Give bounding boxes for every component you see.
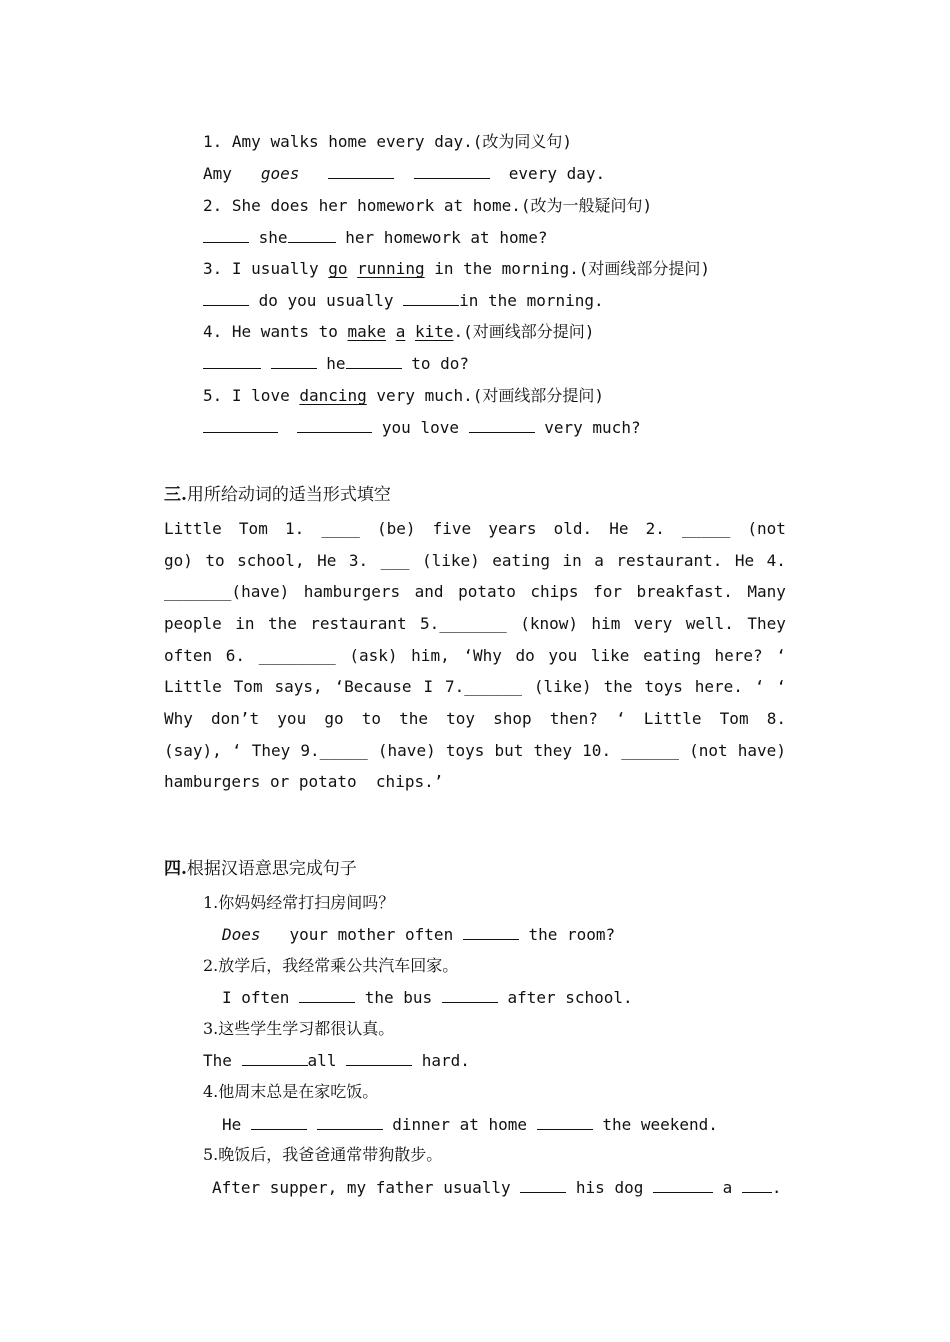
section3-word: 4.: [766, 551, 786, 570]
section3-word: like: [590, 646, 630, 665]
section3-word: in: [235, 614, 255, 633]
q4-4-english: He dinner at home the weekend.: [222, 1115, 718, 1134]
q4-1-english: Does your mother often the room?: [222, 925, 616, 944]
section3-word: go): [164, 551, 193, 570]
section3-heading: 三.用所给动词的适当形式填空: [164, 485, 391, 505]
section3-word: the: [399, 709, 428, 728]
section3-word: here?: [714, 646, 763, 665]
section3-word: 7.______: [444, 677, 523, 696]
section3-word: you: [548, 646, 578, 665]
section3-word: a: [594, 551, 604, 570]
section3-word: Little: [164, 677, 222, 696]
section3-word: you: [277, 709, 307, 728]
section3-word: Tom: [233, 677, 263, 696]
q4-4-chinese: 4.他周末总是在家吃饭。: [203, 1082, 379, 1101]
section3-word: him: [591, 614, 621, 633]
section3-word: They: [747, 614, 786, 633]
section3-word: eating: [492, 551, 551, 570]
section3-word: him,: [411, 646, 450, 665]
section3-line: [164, 519, 786, 539]
section3-line: [164, 582, 786, 602]
section3-word: Why: [164, 709, 193, 728]
q4-3-english: The all hard.: [203, 1051, 470, 1070]
section3-line: [164, 741, 786, 761]
section3-word: (not: [689, 741, 728, 760]
section3-word: ‘: [231, 741, 242, 760]
section3-word: Little: [164, 519, 222, 538]
section3-word: He: [609, 519, 629, 538]
section3-word: toys: [644, 677, 683, 696]
q4-3-chinese: 3.这些学生学习都很认真。: [203, 1019, 395, 1038]
section3-word: to: [361, 709, 381, 728]
section3-word: they: [533, 741, 573, 760]
section3-word: old.: [553, 519, 593, 538]
section3-word: often: [164, 646, 213, 665]
q2-1-answer: Amy goes every day.: [203, 164, 606, 183]
section3-word: very: [633, 614, 673, 633]
section3-word: They: [251, 741, 291, 760]
section3-word: years: [488, 519, 537, 538]
section4-heading: 四.根据汉语意思完成句子: [164, 859, 357, 879]
section3-word: ____: [321, 519, 360, 538]
section3-word: says,: [274, 677, 323, 696]
section3-word: 8.: [766, 709, 786, 728]
section3-word: (like): [533, 677, 592, 696]
q2-5-prompt: 5. I love dancing very much.(对画线部分提问): [203, 386, 605, 405]
section3-word: ‘Because: [334, 677, 412, 696]
section3-word: but: [494, 741, 524, 760]
section3-word: _____: [682, 519, 731, 538]
q4-2-chinese: 2.放学后，我经常乘公共汽车回家。: [203, 956, 459, 975]
section3-line: [164, 677, 786, 697]
section3-word: here.: [694, 677, 743, 696]
section3-word: ‘: [616, 709, 626, 728]
section3-word: potato: [458, 582, 516, 601]
section3-word: He: [734, 551, 755, 570]
q2-3-prompt: 3. I usually go running in the morning.(对画线部分提问): [203, 259, 710, 278]
section3-word: don’t: [211, 709, 260, 728]
section3-word: (know): [520, 614, 578, 633]
section3-line: [164, 646, 786, 666]
section3-word: breakfast.: [636, 582, 733, 601]
q2-2-prompt: 2. She does her homework at home.(改为一般疑问句): [203, 196, 653, 215]
q2-4-prompt: 4. He wants to make a kite.(对画线部分提问): [203, 322, 595, 341]
section3-word: have): [737, 741, 786, 760]
section3-word: restaurant.: [616, 551, 723, 570]
section3-line: [164, 551, 786, 571]
section3-word: then?: [549, 709, 598, 728]
section3-word: (have): [377, 741, 436, 760]
section3-word: the: [267, 614, 297, 633]
section3-word: ‘Why: [463, 646, 502, 665]
q2-1-prompt: 1. Amy walks home every day.(改为同义句): [203, 132, 572, 151]
section3-word: the: [603, 677, 633, 696]
section3-word: He: [317, 551, 337, 570]
section3-word: ___: [380, 551, 410, 570]
section3-word: to: [205, 551, 225, 570]
q4-5-english: After supper, my father usually his dog a .: [212, 1178, 782, 1197]
section3-word: ‘: [776, 677, 786, 696]
section3-word: well.: [685, 614, 734, 633]
section3-word: _______(have): [164, 582, 290, 601]
section3-word: Tom: [719, 709, 749, 728]
section3-word: chips: [530, 582, 579, 601]
section3-word: Tom: [238, 519, 268, 538]
q2-5-answer: you love very much?: [203, 418, 641, 438]
section3-word: 10.: [582, 741, 612, 760]
section3-word: eating: [643, 646, 701, 665]
section3-word: 2.: [645, 519, 665, 538]
section3-word: five: [432, 519, 472, 538]
q4-1-chinese: 1.你妈妈经常打扫房间吗？: [203, 893, 395, 912]
section3-word: (say),: [164, 741, 222, 760]
section3-line: [164, 709, 786, 729]
section3-word: ________: [258, 646, 336, 665]
section3-word: I: [423, 677, 434, 696]
section3-word: go: [324, 709, 344, 728]
section3-word: in: [562, 551, 582, 570]
section3-word: for: [593, 582, 622, 601]
section3-word: Many: [747, 582, 786, 601]
q2-2-answer: she her homework at home?: [203, 228, 547, 248]
section3-word: ______: [621, 741, 679, 760]
q4-2-english: I often the bus after school.: [222, 988, 633, 1007]
q2-3-answer: do you usually in the morning.: [203, 291, 604, 311]
section3-word: people: [164, 614, 222, 633]
section3-word: toy: [446, 709, 475, 728]
section3-word: 6.: [225, 646, 246, 665]
q2-4-answer: he to do?: [203, 354, 469, 374]
section3-word: 3.: [348, 551, 369, 570]
section3-word: 5._______: [420, 614, 507, 633]
section3-last-line: hamburgers or potato chips.’: [164, 772, 444, 791]
section3-word: Little: [643, 709, 702, 728]
section3-word: (ask): [349, 646, 398, 665]
section3-word: 1.: [284, 519, 305, 538]
section3-word: toys: [445, 741, 485, 760]
section3-word: shop: [493, 709, 532, 728]
section3-word: (not: [747, 519, 786, 538]
section3-line: [164, 614, 786, 634]
section3-word: restaurant: [310, 614, 407, 633]
section3-word: and: [414, 582, 444, 601]
section3-word: ‘: [776, 646, 786, 665]
section3-word: school,: [237, 551, 305, 570]
section3-word: 9._____: [300, 741, 368, 760]
q4-5-chinese: 5.晚饭后，我爸爸通常带狗散步。: [203, 1145, 443, 1164]
section3-word: (like): [421, 551, 480, 570]
section3-word: do: [515, 646, 535, 665]
section3-word: ‘: [754, 677, 765, 696]
section3-word: hamburgers: [303, 582, 401, 601]
section3-word: (be): [377, 519, 416, 538]
